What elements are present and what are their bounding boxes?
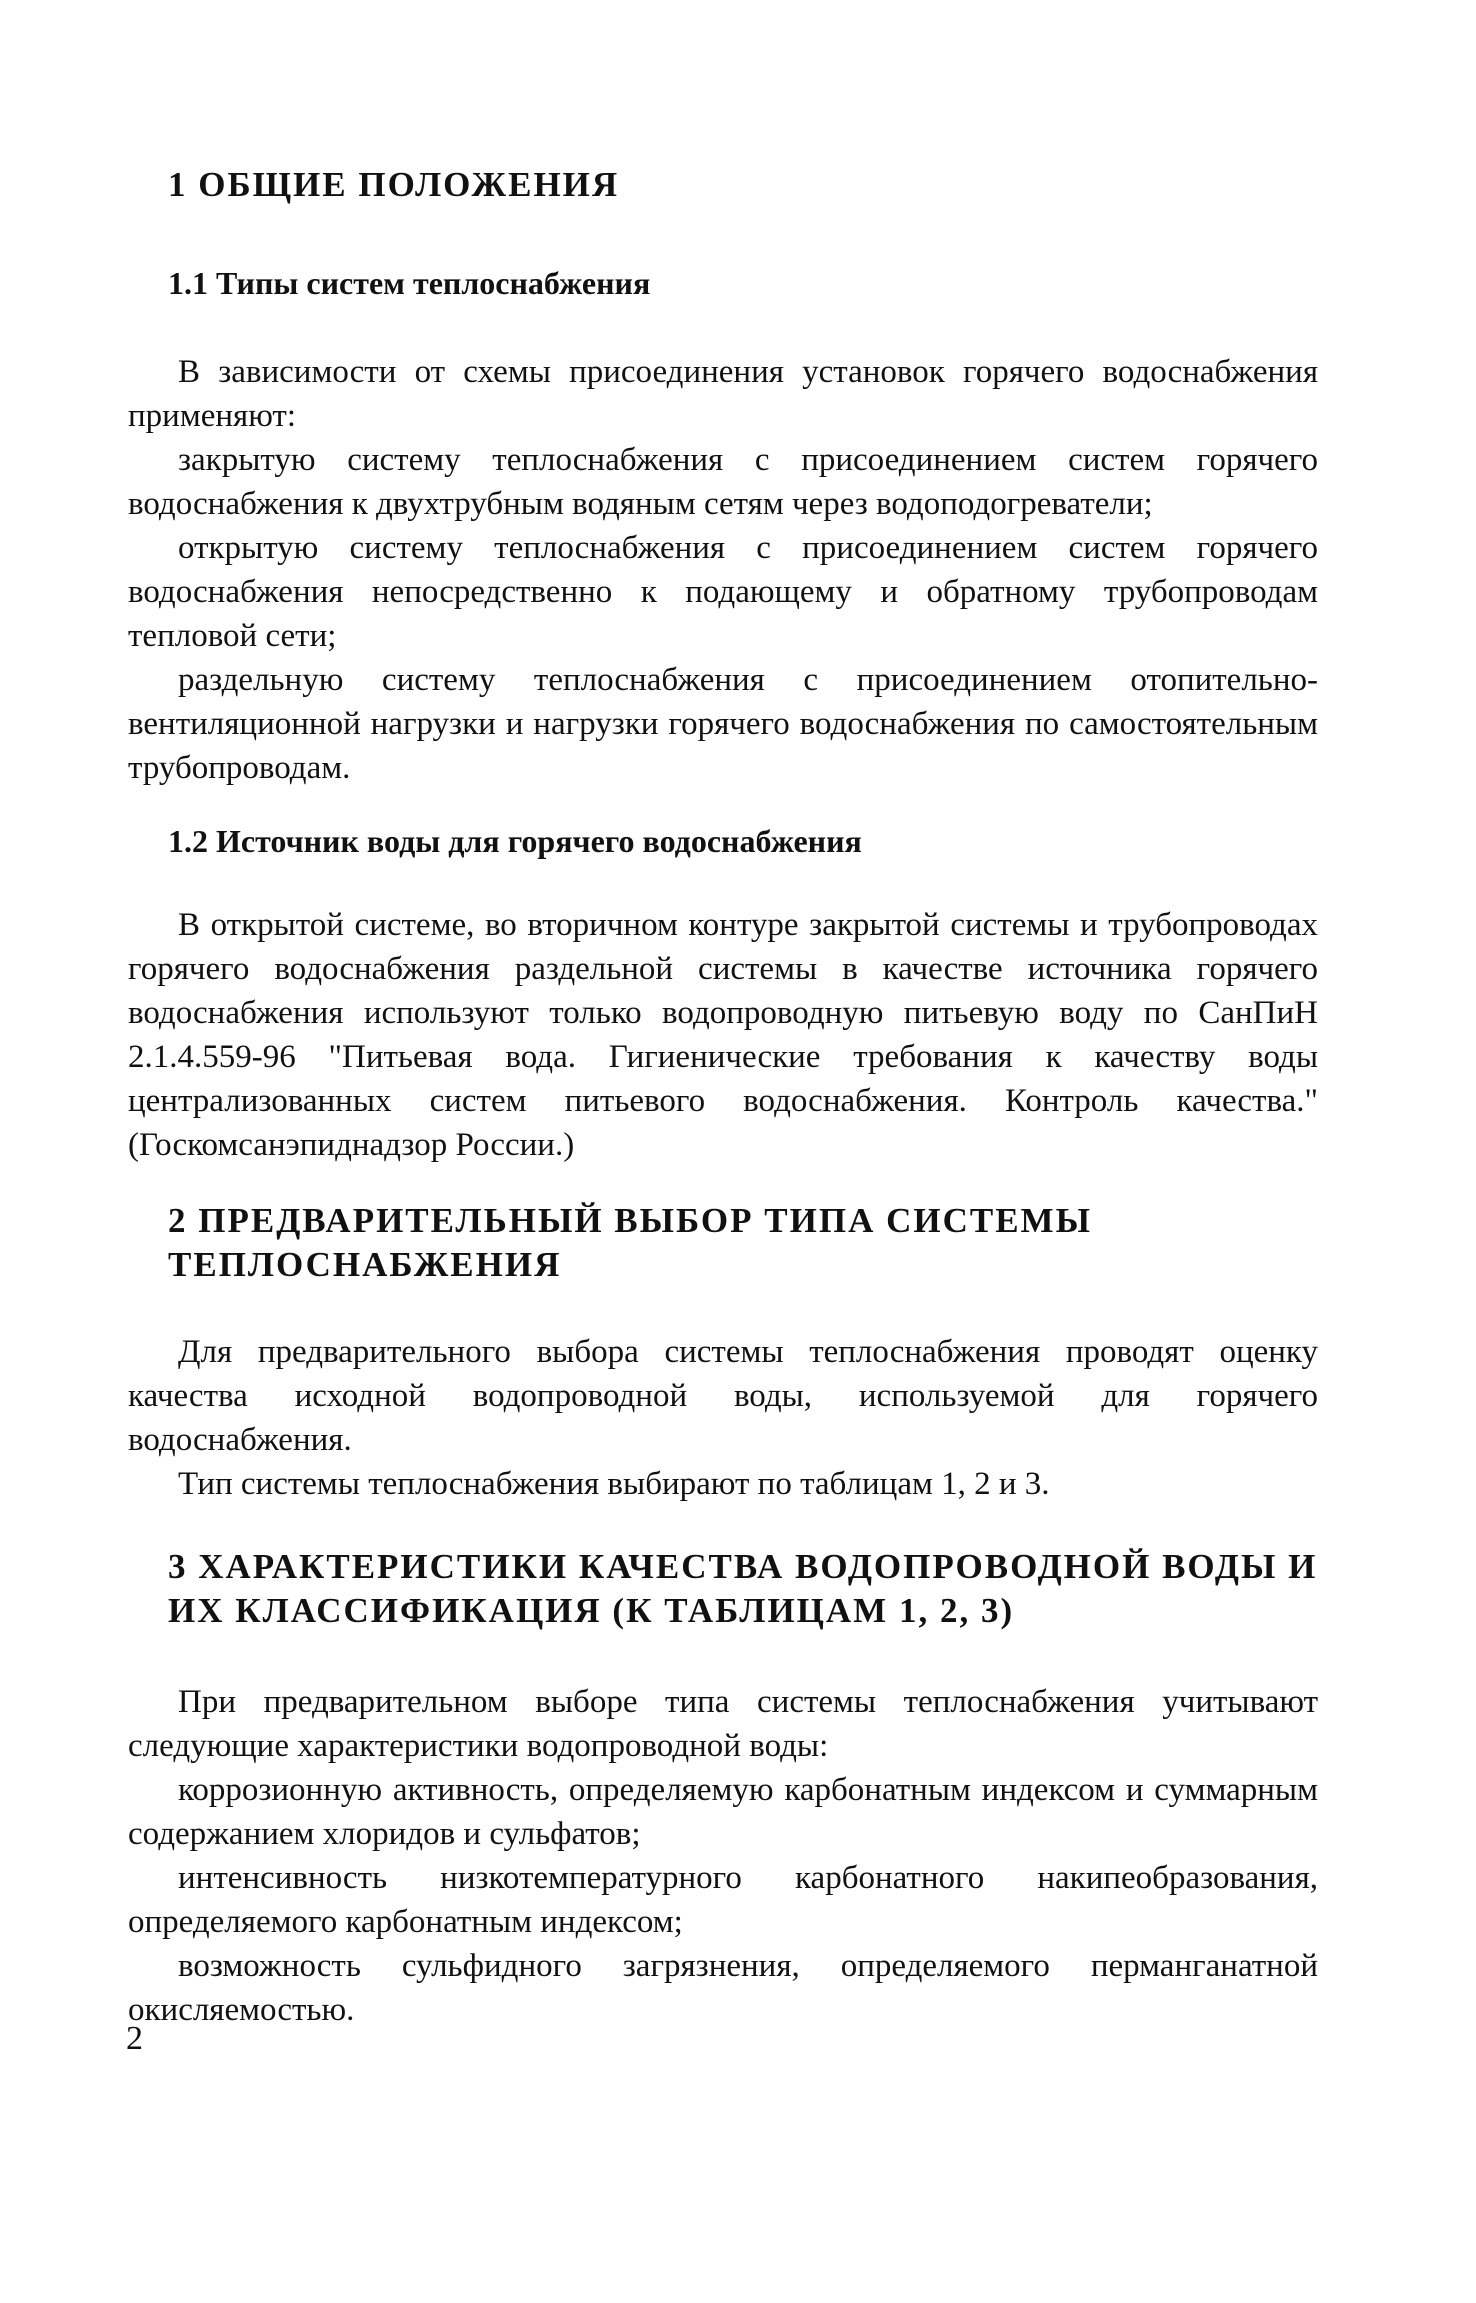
section-3-heading: 3 ХАРАКТЕРИСТИКИ КАЧЕСТВА ВОДОПРОВОДНОЙ ВОДЫ И ИХ КЛАССИФИКАЦИЯ (К ТАБЛИЦАМ 1, 2, 3) [168, 1547, 1318, 1630]
paragraph: коррозионную активность, определяемую карбонатным индексом и суммарным содержанием хлоридов и сульфатов; [128, 1772, 1318, 1852]
paragraph: раздельную систему теплоснабжения с присоединением отопительно-вентиляционной нагрузки и нагрузки горячего водоснабжения по самостоятельным трубопроводам. [128, 662, 1318, 786]
subsection-1-1-heading: 1.1 Типы систем теплоснабжения [168, 265, 651, 301]
section-1-heading: 1 ОБЩИЕ ПОЛОЖЕНИЯ [168, 165, 620, 204]
paragraph: закрытую систему теплоснабжения с присоединением систем горячего водоснабжения к двухтрубным водяным сетям через водоподогреватели; [128, 442, 1318, 522]
paragraph: открытую систему теплоснабжения с присоединением систем горячего водоснабжения непосредственно к подающему и обратному трубопроводам тепловой сети; [128, 530, 1318, 654]
section-2-heading: 2 ПРЕДВАРИТЕЛЬНЫЙ ВЫБОР ТИПА СИСТЕМЫ ТЕПЛОСНАБЖЕНИЯ [168, 1201, 1092, 1284]
section-3-body [128, 1680, 1318, 2032]
page-number: 2 [126, 2020, 143, 2057]
paragraph: возможность сульфидного загрязнения, определяемого перманганатной окисляемостью. [128, 1948, 1318, 2028]
subsection-1-1-body [128, 350, 1318, 790]
paragraph: В открытой системе, во вторичном контуре закрытой системы и трубопроводах горячего водоснабжения раздельной системы в качестве источника горячего водоснабжения используют только водопроводную питьевую воду по СанПиН 2.1.4.559-96 "Питьевая вода. Гигиенические требования к качеству воды централизованных систем питьевого водоснабжения. Контроль качества." (Госкомсанэпиднадзор России.) [128, 907, 1318, 1163]
paragraph: Для предварительного выбора системы теплоснабжения проводят оценку качества исходной водопроводной воды, используемой для горячего водоснабжения. [128, 1334, 1318, 1458]
paragraph: В зависимости от схемы присоединения установок горячего водоснабжения применяют: [128, 354, 1318, 434]
paragraph: При предварительном выборе типа системы теплоснабжения учитывают следующие характеристики водопроводной воды: [128, 1684, 1318, 1764]
section-2-body [128, 1330, 1318, 1506]
paragraph: интенсивность низкотемпературного карбонатного накипеобразования, определяемого карбонатным индексом; [128, 1860, 1318, 1940]
subsection-1-2-body [128, 903, 1318, 1167]
subsection-1-2-heading: 1.2 Источник воды для горячего водоснабжения [168, 823, 862, 859]
paragraph: Тип системы теплоснабжения выбирают по таблицам 1, 2 и 3. [178, 1466, 1050, 1502]
